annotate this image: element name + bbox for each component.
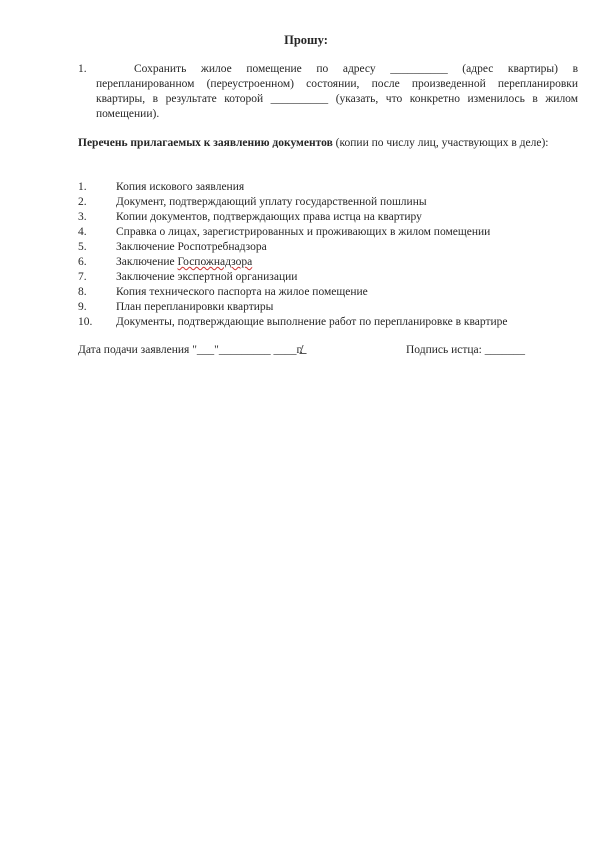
list-item-text: Копии документов, подтверждающих права истца на квартиру bbox=[116, 211, 422, 223]
submission-date-text: Дата подачи заявления "___"_________ ____г. bbox=[78, 344, 303, 356]
list-item bbox=[78, 285, 598, 300]
list-item-text: Документ, подтверждающий уплату государственной пошлины bbox=[116, 196, 427, 208]
list-item bbox=[78, 180, 598, 195]
list-item-text: Заключение Роспотребнадзора bbox=[116, 241, 267, 253]
list-item bbox=[78, 210, 598, 225]
list-item-number: 8. bbox=[78, 286, 87, 298]
page-title: Прошу: bbox=[284, 33, 328, 47]
list-item-text-plain: Заключение bbox=[116, 256, 178, 268]
list-item-text bbox=[116, 255, 252, 270]
list-item-number: 1. bbox=[78, 181, 87, 193]
list-item-number: 4. bbox=[78, 226, 87, 238]
documents-list-heading-bold: Перечень прилагаемых к заявлению документов bbox=[78, 137, 333, 149]
list-item-number: 10. bbox=[78, 316, 93, 328]
list-item bbox=[78, 225, 598, 240]
list-item-number: 9. bbox=[78, 301, 87, 313]
request-number: 1. bbox=[78, 63, 87, 75]
documents-list bbox=[78, 180, 598, 330]
list-item bbox=[78, 240, 598, 255]
list-item-text: Копия технического паспорта на жилое помещение bbox=[116, 286, 368, 298]
list-item-number: 7. bbox=[78, 271, 87, 283]
list-item-text: Заключение экспертной организации bbox=[116, 271, 298, 283]
documents-list-heading-note: (копии по числу лиц, участвующих в деле): bbox=[332, 137, 549, 149]
list-item-number: 3. bbox=[78, 211, 87, 223]
list-item-number: 5. bbox=[78, 241, 87, 253]
list-item-text: Справка о лицах, зарегистрированных и проживающих в жилом помещении bbox=[116, 226, 491, 238]
list-item-text: Копия искового заявления bbox=[116, 181, 245, 193]
list-item-text: План перепланировки квартиры bbox=[116, 301, 274, 313]
request-paragraph bbox=[78, 62, 578, 122]
list-item bbox=[78, 270, 598, 285]
list-item bbox=[78, 255, 598, 270]
list-item bbox=[78, 195, 598, 210]
list-item-number: 2. bbox=[78, 196, 87, 208]
request-text: Сохранить жилое помещение по адресу __________ (адрес квартиры) в перепланированном (переустроенном) состоянии, после произведенной перепланировки квартиры, в результате которой __________ (указать, что конкретно изменилось в жилом помещении). bbox=[96, 63, 578, 120]
list-item bbox=[78, 300, 598, 315]
signature-line: Подпись истца: _______ bbox=[406, 344, 525, 356]
list-item-text: Документы, подтверждающие выполнение работ по перепланировке в квартире bbox=[116, 316, 508, 328]
spellcheck-marked-word[interactable]: Госпожнадзора bbox=[177, 256, 253, 268]
list-item-number: 6. bbox=[78, 256, 87, 268]
list-item bbox=[78, 315, 598, 330]
documents-list-heading bbox=[78, 136, 578, 151]
submission-date-line bbox=[78, 343, 308, 358]
